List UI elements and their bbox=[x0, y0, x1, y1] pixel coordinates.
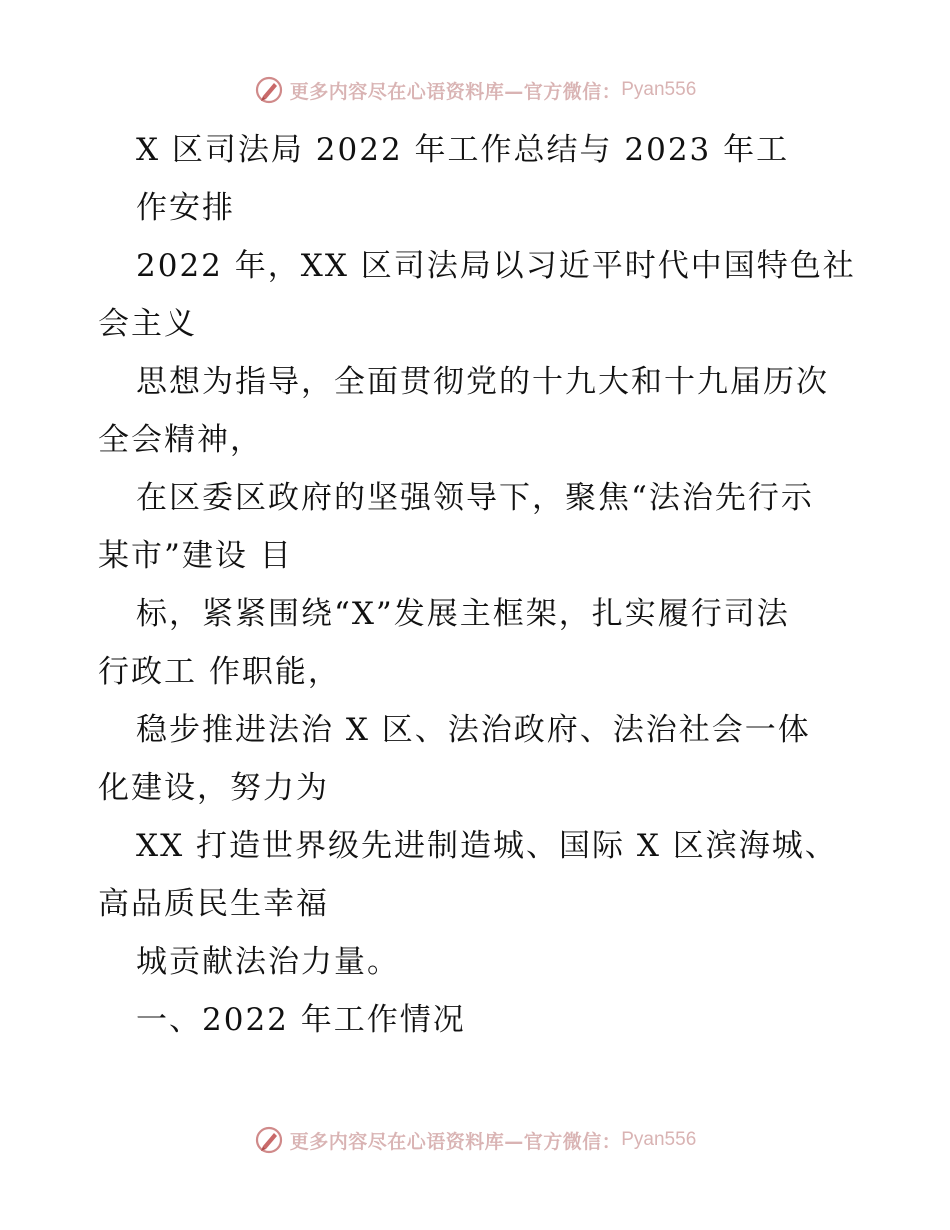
watermark-wechat-id: Pyan556 bbox=[621, 1129, 697, 1150]
paragraph-line: 城贡献法治力量。 bbox=[136, 944, 400, 980]
paragraph-line: 在区委区政府的坚强领导下，聚焦“法治先行示 bbox=[136, 480, 814, 516]
watermark-text: 更多内容尽在心语资料库—官方微信： bbox=[289, 1130, 622, 1153]
paragraph-line: 高品质民生幸福 bbox=[98, 886, 329, 922]
paragraph-line: 标，紧紧围绕“X”发展主框架，扎实履行司法 bbox=[136, 596, 790, 632]
paragraph-line: 思想为指导，全面贯彻党的十九大和十九届历次 bbox=[136, 364, 829, 400]
paragraph-line: 会主义 bbox=[98, 306, 197, 342]
watermark-wechat-id: Pyan556 bbox=[621, 79, 697, 100]
pen-seal-icon bbox=[254, 1125, 284, 1155]
pen-seal-icon bbox=[254, 75, 284, 105]
document-body bbox=[98, 121, 858, 1049]
watermark-text: 更多内容尽在心语资料库—官方微信： bbox=[289, 80, 622, 103]
footer-watermark bbox=[0, 1120, 950, 1160]
paragraph-line: 化建设，努力为 bbox=[98, 770, 329, 806]
section-heading: 一、2022 年工作情况 bbox=[136, 1002, 466, 1038]
paragraph-line: 全会精神， bbox=[98, 422, 263, 458]
paragraph-line: 行政工 作职能， bbox=[98, 654, 341, 690]
paragraph-line: 2022 年，XX 区司法局以习近平时代中国特色社 bbox=[136, 248, 856, 284]
title-line-2: 作安排 bbox=[136, 190, 235, 226]
paragraph-line: 稳步推进法治 X 区、法治政府、法治社会一体 bbox=[136, 712, 811, 748]
title-line-1: X 区司法局 2022 年工作总结与 2023 年工 bbox=[136, 132, 790, 168]
header-watermark bbox=[0, 70, 950, 110]
paragraph-line: XX 打造世界级先进制造城、国际 X 区滨海城、 bbox=[136, 828, 838, 864]
paragraph-line: 某市”建设 目 bbox=[98, 538, 293, 574]
